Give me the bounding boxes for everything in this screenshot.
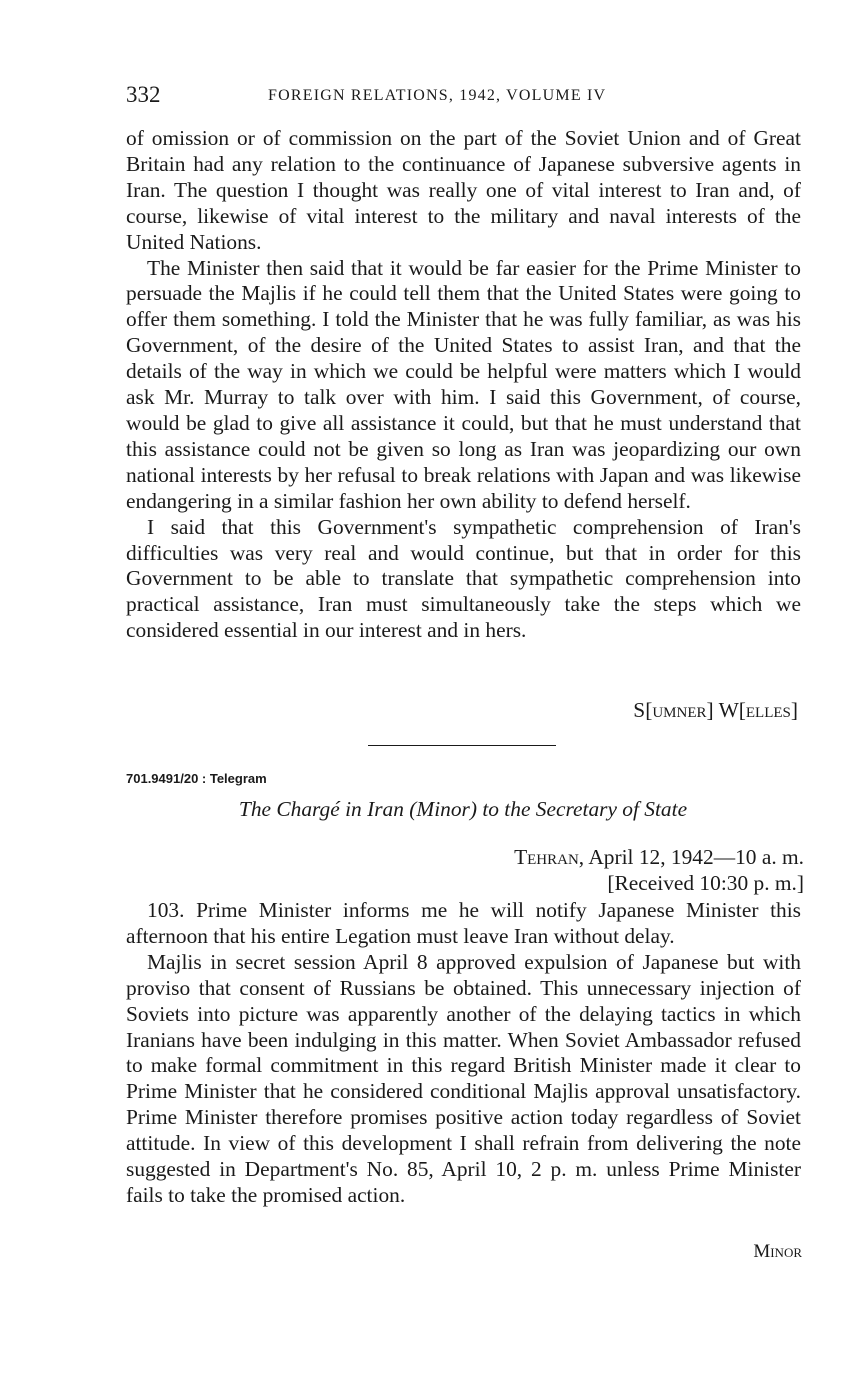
dateline-place: Tehran, xyxy=(514,845,585,869)
memo-paragraph: of omission or of commission on the part of the Soviet Union and of Great Britain had any relation to the continuance of Japanese subversive agents in Iran. The question I thought was really one of vital interest to Iran and, of course, likewise of vital interest to the military and naval interests of the United Nations. xyxy=(126,126,801,254)
memo-signature: S[umner] W[elles] xyxy=(633,698,798,722)
dateline-sent xyxy=(514,845,804,871)
dateline-received: [Received 10:30 p. m.] xyxy=(607,870,804,895)
memo-paragraph: The Minister then said that it would be far easier for the Prime Minister to persuade the Majlis if he could tell them that the United States were going to offer them something. I told the Minister that he was fully familiar, as was his Government, of the desire of the United States to assist Iran, and that the details of the way in which we could be helpful were matters which I would ask Mr. Murray to talk over with him. I said this Government, of course, would be glad to give all assistance it could, but that he must understand that this assistance could not be given so long as Iran was jeopardizing our own national interests by her refusal to break relations with Japan and was likewise endangering in a similar fashion her own ability to defend herself. xyxy=(126,255,801,513)
running-head: FOREIGN RELATIONS, 1942, VOLUME IV xyxy=(268,87,607,104)
telegram-body xyxy=(126,898,801,1209)
telegram-paragraph: Majlis in secret session April 8 approved expulsion of Japanese but with proviso that consent of Russians be obtained. This unnecessary injection of Soviets into picture was apparently another of the delaying tactics in which Iranians have been indulging in this matter. When Soviet Ambassador refused to make formal commitment in this regard British Minister made it clear to Prime Minister that he considered conditional Majlis approval unsatisfactory. Prime Minister therefore promises positive action today regardless of Soviet attitude. In view of this development I shall refrain from delivering the note suggested in Department's No. 85, April 10, 2 p. m. unless Prime Minister fails to take the promised action. xyxy=(126,949,801,1207)
telegram-paragraph: 103. Prime Minister informs me he will notify Japanese Minister this afternoon that his entire Legation must leave Iran without delay. xyxy=(126,898,801,948)
dateline-date: April 12, 1942—10 a. m. xyxy=(588,845,804,869)
section-divider xyxy=(368,745,556,746)
document-title: The Chargé in Iran (Minor) to the Secretary of State xyxy=(238,797,688,821)
dateline xyxy=(514,845,804,896)
page-number: 332 xyxy=(126,82,161,107)
memo-paragraph: I said that this Government's sympathetic comprehension of Iran's difficulties was very real and would continue, but that in order for this Government to be able to translate that sympathetic comprehension into practical assistance, Iran must simultaneously take the steps which we considered essential in our interest and in hers. xyxy=(126,514,801,643)
document-file-number: 701.9491/20 : Telegram xyxy=(126,771,267,786)
telegram-signature: Minor xyxy=(753,1241,802,1262)
page-header xyxy=(126,80,801,110)
memo-body xyxy=(126,126,801,644)
